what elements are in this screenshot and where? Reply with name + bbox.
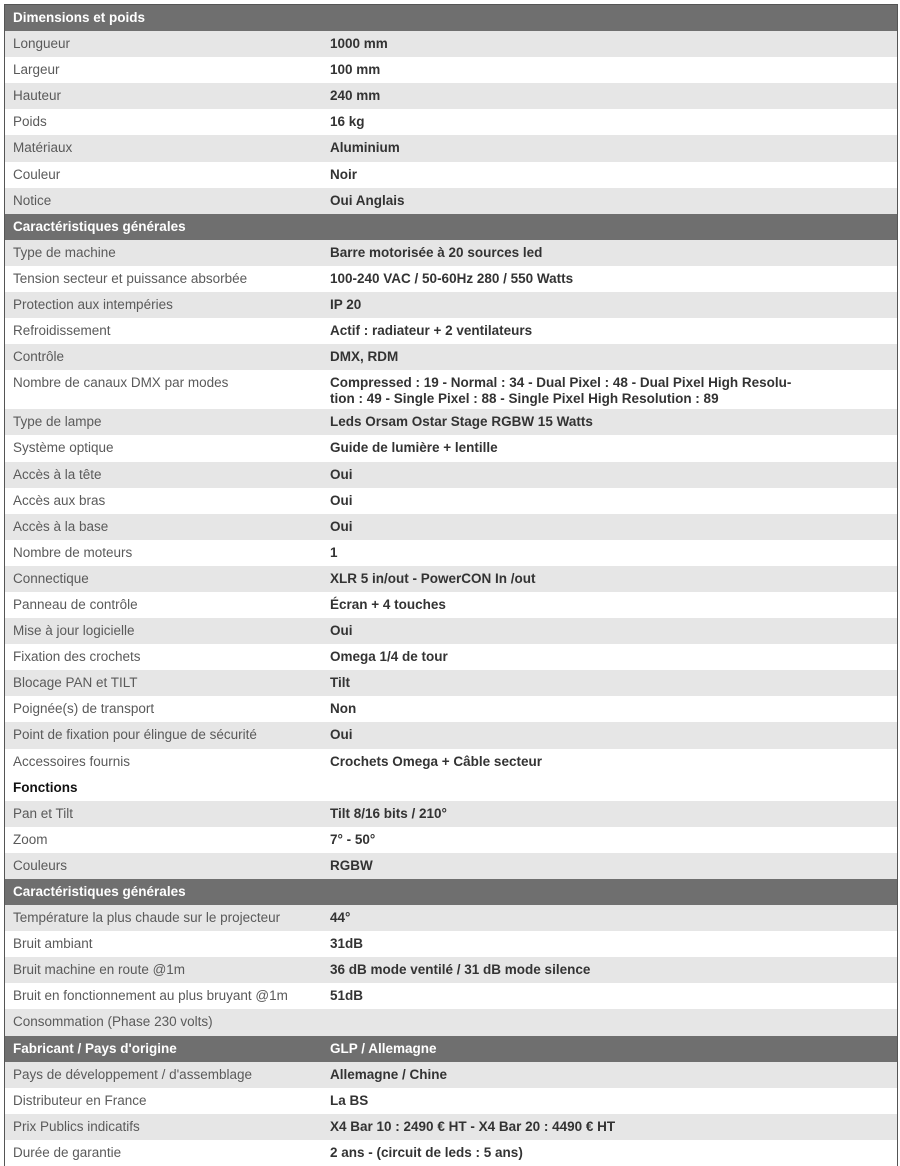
spec-label: Accès à la tête: [13, 466, 102, 482]
spec-value: Non: [330, 701, 357, 717]
spec-row: [5, 1062, 897, 1088]
spec-row: [5, 1140, 897, 1166]
spec-value: Tilt: [330, 675, 350, 691]
spec-value: Allemagne / Chine: [330, 1066, 448, 1082]
section-header: [5, 879, 897, 905]
spec-row: [5, 135, 897, 161]
spec-row: [5, 1088, 897, 1114]
spec-row: [5, 109, 897, 135]
spec-row: [5, 370, 897, 409]
section-header: [5, 5, 897, 31]
spec-label: Nombre de canaux DMX par modes: [13, 375, 229, 391]
spec-value: [330, 879, 897, 884]
spec-label: Matériaux: [13, 140, 73, 156]
spec-value: 16 kg: [330, 114, 365, 130]
spec-label: Distributeur en France: [13, 1092, 147, 1108]
spec-value: XLR 5 in/out - PowerCON In /out: [330, 570, 536, 586]
spec-value: 7° - 50°: [330, 831, 376, 847]
spec-value: Guide de lumière + lentille: [330, 440, 498, 456]
spec-label: Couleurs: [13, 857, 68, 873]
spec-row: [5, 827, 897, 853]
spec-row: [5, 983, 897, 1009]
spec-label: Refroidissement: [13, 323, 111, 339]
section-title: Fonctions: [13, 779, 78, 795]
spec-row: [5, 318, 897, 344]
spec-row: [5, 188, 897, 214]
spec-label: Pan et Tilt: [13, 805, 74, 821]
spec-label: Durée de garantie: [13, 1144, 122, 1160]
spec-row: [5, 670, 897, 696]
spec-value: [330, 214, 897, 219]
spec-label: Accessoires fournis: [13, 753, 131, 769]
section-header: [5, 775, 897, 801]
spec-row: [5, 344, 897, 370]
spec-label: Largeur: [13, 62, 60, 78]
spec-row: [5, 566, 897, 592]
section-title: Caractéristiques générales: [13, 218, 186, 234]
spec-value: 36 dB mode ventilé / 31 dB mode silence: [330, 962, 591, 978]
spec-value: DMX, RDM: [330, 349, 399, 365]
spec-value: Leds Orsam Ostar Stage RGBW 15 Watts: [330, 414, 593, 430]
spec-row: [5, 592, 897, 618]
spec-value: 44°: [330, 910, 351, 926]
spec-row: [5, 409, 897, 435]
spec-row: [5, 801, 897, 827]
spec-value: Omega 1/4 de tour: [330, 649, 448, 665]
spec-label: Notice: [13, 192, 52, 208]
spec-value: 51dB: [330, 988, 364, 1004]
spec-row: [5, 488, 897, 514]
spec-value: Écran + 4 touches: [330, 596, 446, 612]
spec-row: [5, 931, 897, 957]
spec-value: Noir: [330, 166, 357, 182]
spec-label: Panneau de contrôle: [13, 596, 138, 612]
section-header: [5, 214, 897, 240]
spec-row: [5, 722, 897, 748]
spec-label: Hauteur: [13, 88, 62, 104]
spec-label: Poignée(s) de transport: [13, 701, 155, 717]
spec-label: Protection aux intempéries: [13, 297, 173, 313]
spec-value: RGBW: [330, 857, 373, 873]
spec-label: Pays de développement / d'assemblage: [13, 1066, 252, 1082]
spec-label: Tension secteur et puissance absorbée: [13, 270, 248, 286]
spec-value: 31dB: [330, 936, 364, 952]
spec-value: IP 20: [330, 297, 362, 313]
spec-value: [330, 1009, 897, 1014]
spec-row: [5, 240, 897, 266]
section-title: Fabricant / Pays d'origine: [13, 1040, 177, 1056]
spec-value: Aluminium: [330, 140, 400, 156]
section-header: [5, 1036, 897, 1062]
spec-row: [5, 749, 897, 775]
spec-row: [5, 83, 897, 109]
spec-label: Fixation des crochets: [13, 649, 141, 665]
spec-label: Système optique: [13, 440, 114, 456]
spec-row: [5, 514, 897, 540]
spec-label: Type de machine: [13, 244, 116, 260]
spec-value-line: tion : 49 - Single Pixel : 88 - Single Pixel High Resolution : 89: [330, 391, 719, 407]
section-title: Dimensions et poids: [13, 10, 146, 25]
spec-row: [5, 162, 897, 188]
spec-value-line: Compressed : 19 - Normal : 34 - Dual Pixel : 48 - Dual Pixel High Resolu-: [330, 375, 792, 391]
spec-value: Tilt 8/16 bits / 210°: [330, 805, 447, 821]
spec-label: Mise à jour logicielle: [13, 623, 135, 639]
spec-row: [5, 957, 897, 983]
spec-label: Poids: [13, 114, 47, 130]
spec-value: Oui: [330, 518, 353, 534]
spec-value: 1000 mm: [330, 36, 388, 52]
spec-label: Type de lampe: [13, 414, 102, 430]
spec-value: 1: [330, 544, 338, 560]
spec-value: 100 mm: [330, 62, 381, 78]
spec-value: Oui: [330, 727, 353, 743]
spec-row: [5, 266, 897, 292]
spec-value: La BS: [330, 1092, 369, 1108]
spec-label: Couleur: [13, 166, 61, 182]
spec-label: Point de fixation pour élingue de sécurité: [13, 727, 257, 743]
spec-row: [5, 462, 897, 488]
spec-value: X4 Bar 10 : 2490 € HT - X4 Bar 20 : 4490 € HT: [330, 1118, 616, 1134]
spec-label: Température la plus chaude sur le projecteur: [13, 910, 281, 926]
spec-row: [5, 292, 897, 318]
spec-label: Accès aux bras: [13, 492, 106, 508]
spec-row: [5, 31, 897, 57]
spec-row: [5, 1114, 897, 1140]
spec-value: [330, 370, 897, 407]
spec-value: Oui: [330, 623, 353, 639]
spec-row: [5, 57, 897, 83]
spec-row: [5, 435, 897, 461]
spec-row: [5, 1009, 897, 1035]
spec-value: [330, 5, 897, 10]
spec-value: 100-240 VAC / 50-60Hz 280 / 550 Watts: [330, 270, 574, 286]
spec-label: Blocage PAN et TILT: [13, 675, 138, 691]
spec-row: [5, 905, 897, 931]
section-title: Caractéristiques générales: [13, 884, 186, 899]
spec-row: [5, 540, 897, 566]
spec-label: Nombre de moteurs: [13, 544, 133, 560]
spec-label: Bruit ambiant: [13, 936, 93, 952]
spec-table: [4, 4, 898, 1166]
spec-value: Oui: [330, 492, 353, 508]
spec-label: Connectique: [13, 570, 89, 586]
spec-value: Crochets Omega + Câble secteur: [330, 753, 542, 769]
spec-label: Accès à la base: [13, 518, 109, 534]
spec-value: [330, 775, 897, 780]
spec-value: 240 mm: [330, 88, 381, 104]
spec-label: Bruit machine en route @1m: [13, 962, 186, 978]
spec-value: 2 ans - (circuit de leds : 5 ans): [330, 1144, 523, 1160]
spec-value: Oui: [330, 466, 353, 482]
spec-label: Bruit en fonctionnement au plus bruyant @1m: [13, 988, 288, 1004]
spec-label: Prix Publics indicatifs: [13, 1118, 140, 1134]
spec-value: Actif : radiateur + 2 ventilateurs: [330, 323, 533, 339]
spec-label: Longueur: [13, 36, 71, 52]
spec-value: GLP / Allemagne: [330, 1040, 437, 1056]
spec-label: Consommation (Phase 230 volts): [13, 1014, 213, 1030]
spec-row: [5, 853, 897, 879]
spec-value: Oui Anglais: [330, 192, 405, 208]
spec-label: Contrôle: [13, 349, 65, 365]
spec-row: [5, 696, 897, 722]
spec-label: Zoom: [13, 831, 48, 847]
spec-row: [5, 644, 897, 670]
spec-row: [5, 618, 897, 644]
spec-value: Barre motorisée à 20 sources led: [330, 244, 543, 260]
